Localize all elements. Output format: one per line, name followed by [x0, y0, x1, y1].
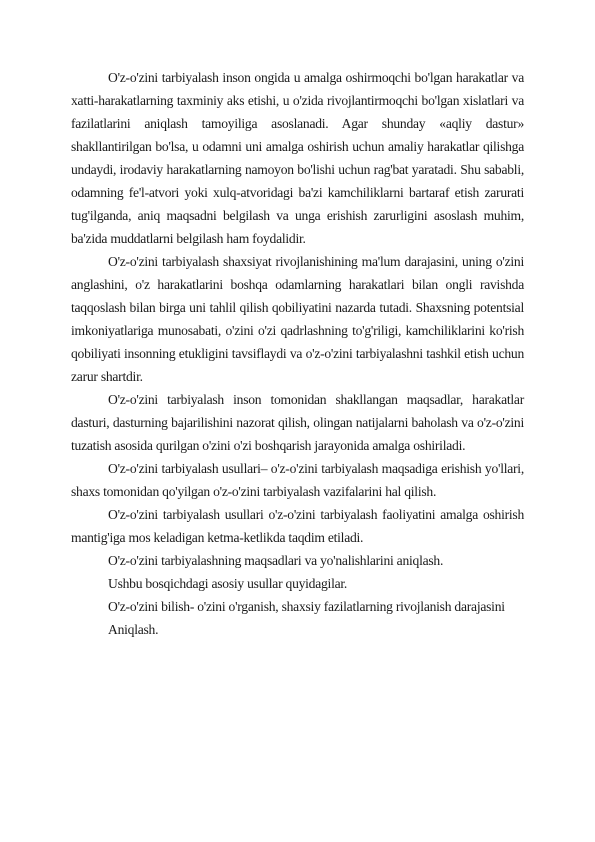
paragraph-4: O'z-o'zini tarbiyalash usullari– o'z-o'zini tarbiyalash maqsadiga erishish yo'llari, shaxs tomonidan qo'yilgan o'z-o'zini tarbiyalash vazifalarini hal qilish.: [71, 461, 524, 499]
document-page: [71, 66, 524, 641]
paragraph-3: O'z-o'zini tarbiyalash inson tomonidan shakllangan maqsadlar, harakatlar dasturi, dasturning bajarilishini nazorat qilish, olingan natijalarni baholash va o'z-o'zini tuzatish asosida qurilgan o'zini o'zi boshqarish jarayonida amalga oshiriladi.: [71, 392, 524, 453]
paragraph-1: O'z-o'zini tarbiyalash inson ongida u amalga oshirmoqchi bo'lgan harakatlar va xatti-harakatlarning taxminiy aks etishi, u o'zida rivojlantirmoqchi bo'lgan xislatlari va fazilatlarini aniqlash tamoyiliga asoslanadi. Agar shunday «aqliy dastur» shakllantirilgan bo'lsa, u odamni uni amalga oshirish uchun amaliy harakatlar qilishga undaydi, irodaviy harakatlarning namoyon bo'lishi uchun rag'bat yaratadi. Shu sababli, odamning fe'l-atvori yoki xulq-atvoridagi ba'zi kamchiliklarni bartaraf etish zarurati tug'ilganda, aniq maqsadni belgilash va unga erishish zarurligini asoslash muhim, ba'zida muddatlarni belgilash ham foydalidir.: [71, 70, 524, 246]
paragraph-8: O'z-o'zini bilish- o'zini o'rganish, shaxsiy fazilatlarning rivojlanish darajasini: [108, 599, 505, 614]
paragraph-6: O'z-o'zini tarbiyalashning maqsadlari va yo'nalishlarini aniqlash.: [108, 553, 444, 568]
paragraph-5: O'z-o'zini tarbiyalash usullari o'z-o'zini tarbiyalash faoliyatini amalga oshirish mantig'iga mos keladigan ketma-ketlikda taqdim etiladi.: [71, 507, 524, 545]
paragraph-9: Aniqlash.: [108, 622, 159, 637]
paragraph-2: O'z-o'zini tarbiyalash shaxsiyat rivojlanishining ma'lum darajasini, uning o'zini anglashini, o'z harakatlarini boshqa odamlarning harakatlari bilan ongli ravishda taqqoslash bilan birga uni tahlil qilish qobiliyatini nazarda tutadi. Shaxsning potentsial imkoniyatlariga munosabati, o'zini o'zi qadrlashning to'g'riligi, kamchiliklarini ko'rish qobiliyati insonning etukligini tavsiflaydi va o'z-o'zini tarbiyalashni tashkil etish uchun zarur shartdir.: [71, 254, 524, 384]
paragraph-7: Ushbu bosqichdagi asosiy usullar quyidagilar.: [108, 576, 348, 591]
